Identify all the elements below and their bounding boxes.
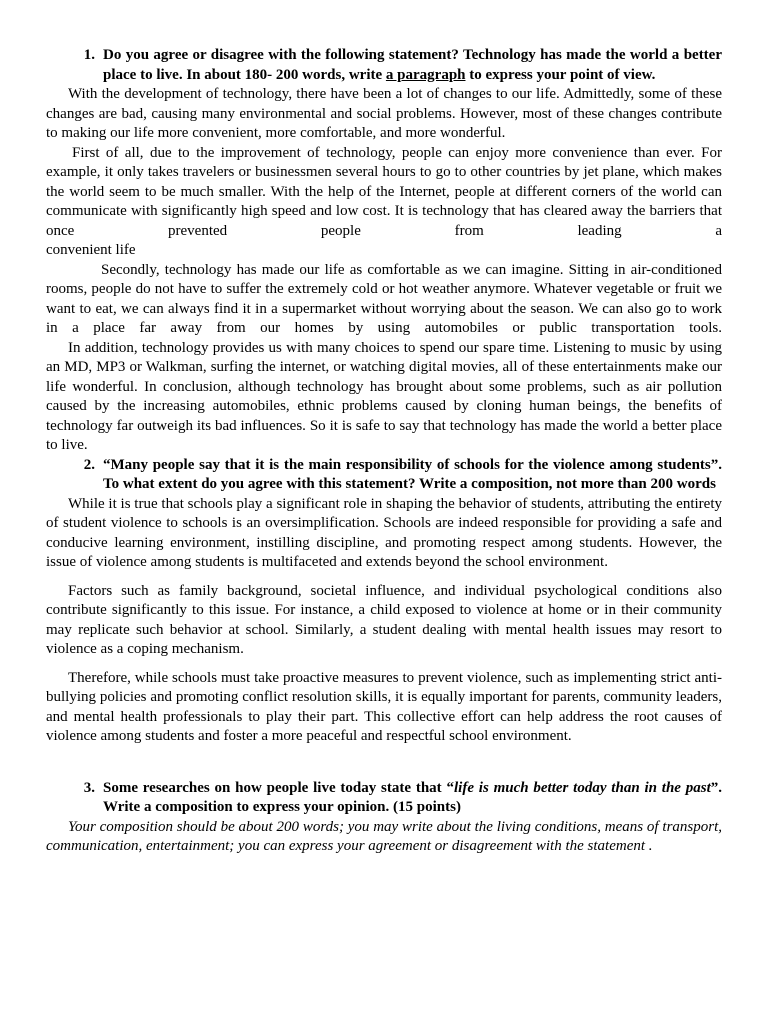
question-3-number: 3. bbox=[83, 779, 95, 796]
question-1-prompt bbox=[103, 46, 722, 85]
question-3-heading bbox=[46, 779, 722, 818]
q1-paragraph-first-tail: convenient life bbox=[46, 242, 136, 258]
question-3-prompt-text: Some researches on how people live today state that “ bbox=[103, 779, 454, 796]
question-3-prompt-end: ”. Write a composition to express your opinion. (15 points) bbox=[103, 779, 723, 815]
question-1-heading bbox=[46, 46, 722, 85]
q1-paragraph-second: Secondly, technology has made our life as comfortable as we can imagine. Sitting in air-conditioned rooms, people do not have to suffer the extremely cold or hot weather anymore. Whatever vegetable or fruit we want to eat, we can always find it in a supermarket without worrying about the season. We can also go to work in a place far away from our homes by using automobiles or public transportation tools. bbox=[46, 261, 722, 336]
question-2-heading bbox=[46, 456, 722, 495]
document-body bbox=[46, 46, 722, 857]
question-1-number: 1. bbox=[83, 47, 95, 63]
spacer bbox=[46, 747, 722, 779]
question-3-prompt-quote: life is much better today than in the past bbox=[453, 779, 711, 796]
q2-paragraph-2: Factors such as family background, societal influence, and individual psychological conditions also contribute significantly to this issue. For instance, a child exposed to violence at home or in their community may replicate such behavior at school. Similarly, a student dealing with mental health issues may resort to violence as a coping mechanism. bbox=[46, 582, 722, 657]
q2-paragraph-1: While it is true that schools play a significant role in shaping the behavior of students, attributing the entirety of student violence to schools is an oversimplification. Schools are indeed responsible for providing a safe and conducive learning environment, instilling discipline, and promoting respect among students. However, the issue of violence among students is multifaceted and extends beyond the school environment. bbox=[46, 495, 722, 570]
question-2-number: 2. bbox=[83, 456, 95, 473]
q3-instruction: Your composition should be about 200 words; you may write about the living conditions, means of transport, communication, entertainment; you can express your agreement or disagreement with the statement . bbox=[46, 818, 722, 854]
question-1-prompt-end: to express your point of view. bbox=[465, 66, 656, 83]
question-2-prompt: “Many people say that it is the main responsibility of schools for the violence among students”. To what extent do you agree with this statement? Write a composition, not more than 200 words bbox=[103, 456, 722, 492]
q1-paragraph-third: In addition, technology provides us with many choices to spend our spare time. Listening to music by using an MD, MP3 or Walkman, surfing the internet, or watching digital movies, all of these entertainments make our life wonderful. In conclusion, although technology has brought about some problems, such as air pollution caused by the increasing automobiles, ethnic problems caused by cloning human beings, the benefits of technology far outweigh its bad influences. So it is safe to say that technology has made the world a better place to live. bbox=[46, 339, 722, 453]
question-3-prompt bbox=[103, 779, 722, 818]
question-1-prompt-underlined: a paragraph bbox=[385, 66, 466, 83]
question-1-prompt-text: Do you agree or disagree with the following statement? Technology has made the world a better place to live. In about 180- 200 words, write bbox=[103, 47, 722, 83]
q1-paragraph-first: First of all, due to the improvement of technology, people can enjoy more convenience than ever. For example, it only takes travelers or businessmen several hours to go to other countries by jet plane, which makes the world seem to be much smaller. With the help of the Internet, people at different corners of the world can communicate with significantly high speed and low cost. It is technology that has cleared away the barriers that once prevented people from leading a bbox=[46, 144, 722, 239]
q1-paragraph-intro: With the development of technology, there have been a lot of changes to our life. Admittedly, some of these changes are bad, causing many environmental and social problems. However, most of these changes contribute to making our life more convenient, more comfortable, and more wonderful. bbox=[46, 86, 722, 141]
q2-paragraph-3: Therefore, while schools must take proactive measures to prevent violence, such as implementing strict anti-bullying policies and promoting conflict resolution skills, it is equally important for parents, community leaders, and mental health professionals to play their part. This collective effort can help address the root causes of violence among students and foster a more peaceful and respectful school environment. bbox=[46, 669, 722, 744]
